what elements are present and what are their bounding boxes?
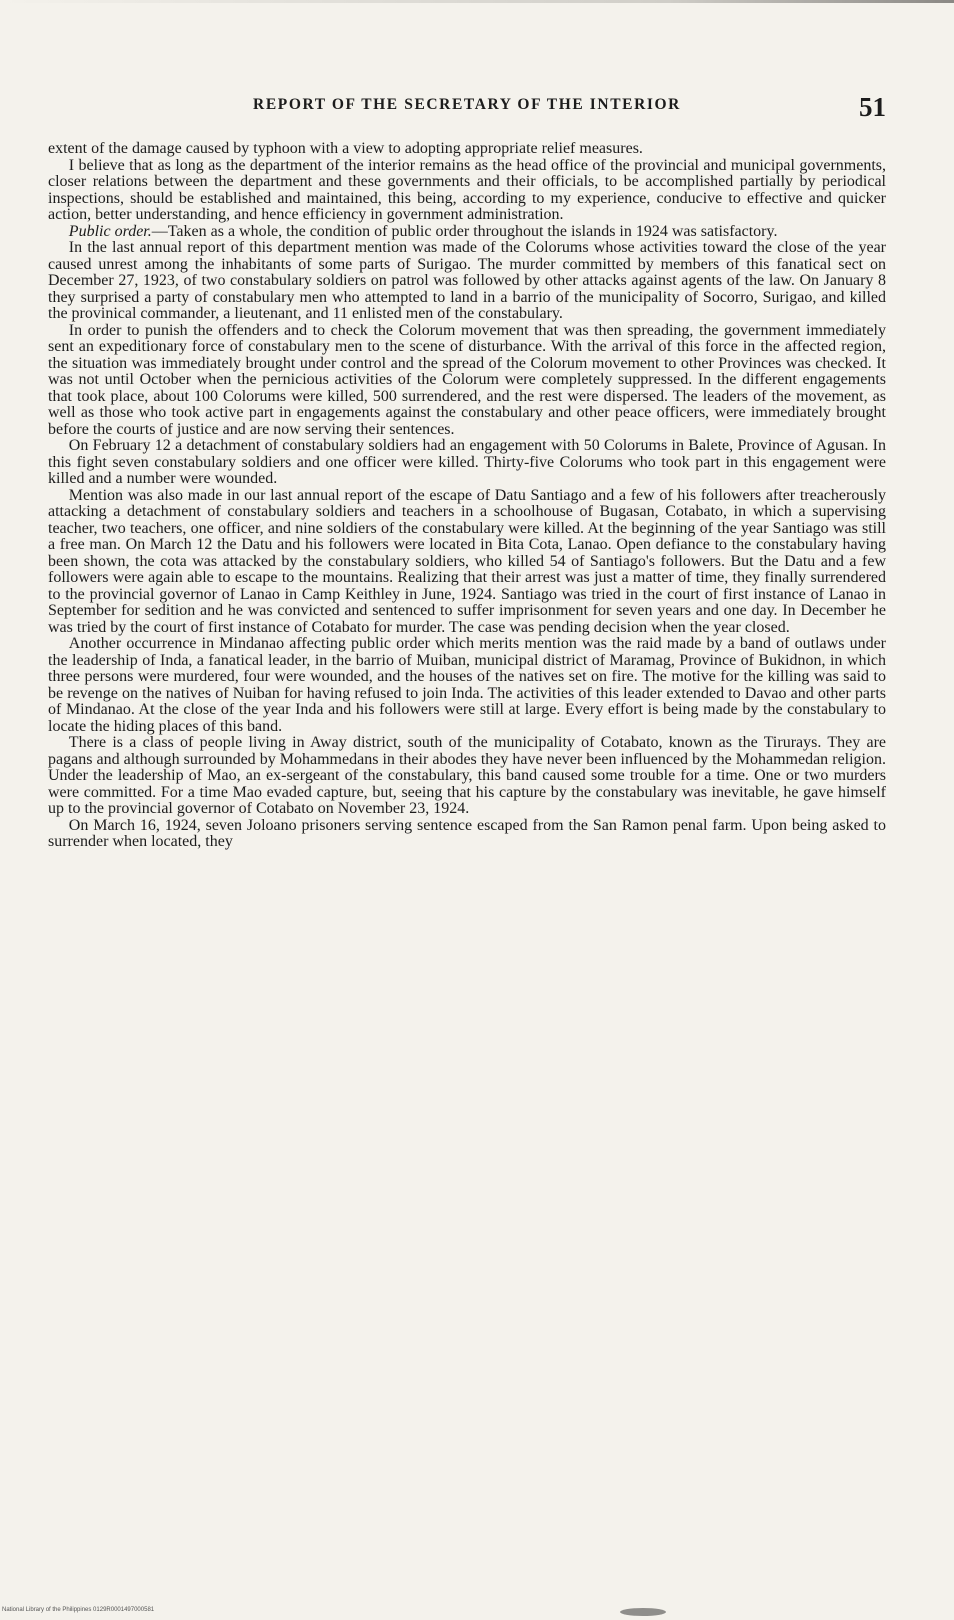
paragraph-datu-santiago: Mention was also made in our last annual report of the escape of Datu Santiago and a few of his followers after treacherously attacking a detachment of constabulary soldiers and teachers in a schoolhouse of Bugasan, Cotabato, in which a supervising teacher, two teachers, one officer, and nine soldiers of the constabulary were killed. At the beginning of the year Santiago was still a free man. On March 12 the Datu and his followers were located in Bita Cota, Lanao. Open defiance to the constabulary having been shown, the cota was attacked by the constabulary soldiers, who killed 54 of Santiago's followers. But the Datu and a few followers were again able to escape to the mountains. Realizing that their arrest was just a matter of time, they finally surrendered to the provincial governor of Lanao in Camp Keithley in June, 1924. Santiago was tried in the court of first instance of Lanao in September for sedition and he was convicted and sentenced to suffer imprisonment for seven years and one day. In December he was tried by the court of first instance of Cotabato for murder. The case was pending decision when the year closed. — [48, 486, 886, 636]
paragraph-tirurays: There is a class of people living in Away district, south of the municipality of Cotabato, known as the Tirurays. They are pagans and although surrounded by Mohammedans in their abodes they have never been influenced by the Mohammedan religion. Under the leadership of Mao, an ex-sergeant of the constabulary, this band caused some trouble for a time. One or two murders were committed. For a time Mao evaded capture, but, seeing that his capture by the constabulary was inevitable, he gave himself up to the provincial governor of Cotabato on November 23, 1924. — [48, 734, 886, 817]
page-number: 51 — [859, 92, 886, 122]
scan-credit-footer: National Library of the Philippines 0129R0001497000581 — [2, 1607, 155, 1613]
paragraph-colorums: In the last annual report of this department mention was made of the Colorums whose activities toward the close of the year caused unrest among the inhabitants of some parts of Surigao. The murder committed by members of this fanatical sect on December 27, 1923, of two constabulary soldiers on patrol was followed by other attacks against agents of the law. On January 8 they surprised a party of constabulary men who attempted to land in a barrio of the municipality of Socorro, Surigao, and killed the provinical commander, a lieutenant, and 11 enlisted men of the constabulary. — [48, 239, 886, 322]
public-order-text: —Taken as a whole, the condition of public order throughout the islands in 1924 was satisfactory. — [151, 222, 778, 240]
running-head: REPORT OF THE SECRETARY OF THE INTERIOR — [253, 96, 681, 113]
scan-smudge — [620, 1608, 666, 1616]
section-heading-public-order: Public order. — [68, 222, 152, 240]
paragraph-joloano-prisoners: On March 16, 1924, seven Joloano prisoners serving sentence escaped from the San Ramon penal farm. Upon being asked to surrender when located, they — [48, 816, 886, 850]
scan-top-edge — [0, 0, 954, 3]
paragraph-expeditionary-force: In order to punish the offenders and to check the Colorum movement that was then spreading, the government immediately sent an expeditionary force of constabulary men to the scene of disturbance. With the arrival of this force in the affected region, the situation was immediately brought under control and the spread of the Colorum movement to other Provinces was checked. It was not until October when the pernicious activities of the Colorum were completely suppressed. In the different engagements that took place, about 100 Colorums were killed, 500 surrendered, and the rest were dispersed. The leaders of the movement, as well as those who took active part in engagements against the constabulary and other peace officers, were immediately brought before the courts of justice and are now serving their sentences. — [48, 321, 886, 438]
paragraph-typhoon-relief: extent of the damage caused by typhoon with a view to adopting appropriate relief measures. — [48, 140, 643, 157]
paragraph-public-order — [48, 224, 886, 241]
page-body — [48, 141, 886, 851]
paragraph-inda-raid: Another occurrence in Mindanao affecting public order which merits mention was the raid made by a band of outlaws under the leadership of Inda, a fanatical leader, in the barrio of Muiban, municipal district of Maramag, Province of Bukidnon, in which three persons were murdered, four were wounded, and the houses of the natives set on fire. The motive for the killing was said to be revenge on the natives of Nuiban for having refused to join Inda. The activities of this leader extended to Davao and other parts of Mindanao. At the close of the year Inda and his followers were still at large. Every effort is being made by the constabulary to locate the hiding places of this band. — [48, 635, 886, 735]
paragraph-department-relations: I believe that as long as the department of the interior remains as the head office of the provincial and municipal governments, closer relations between the department and these governments and their officials, to be accomplished partially by periodical inspections, should be established and maintained, this being, according to my experience, conducive to effective and quicker action, better understanding, and hence efficiency in government administration. — [48, 156, 886, 223]
page-header — [48, 92, 886, 132]
paragraph-balete-engagement: On February 12 a detachment of constabulary soldiers had an engagement with 50 Colorums in Balete, Province of Agusan. In this fight seven constabulary soldiers and one officer were killed. Thirty-five Colorums who took part in this engagement were killed and a number were wounded. — [48, 437, 886, 487]
